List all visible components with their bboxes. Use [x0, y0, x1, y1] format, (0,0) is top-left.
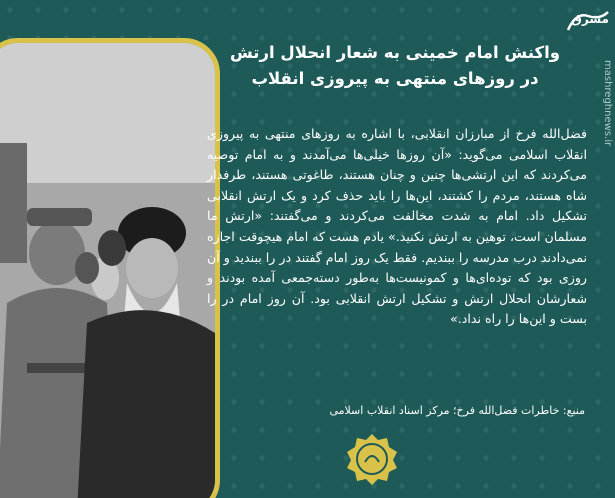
historical-photo [0, 43, 215, 498]
document-center-seal-icon [345, 432, 399, 486]
quote-body: فضل‌الله فرخ از مبارزان انقلابی، با اشاره به روزهای منتهی به پیروزی انقلاب اسلامی می‌گوید: «آن روزها خیلی‌ها می‌آمدند و به امام توصیه می‌کردند که این ارتشی‌ها چنین و چنان هستند، طاغوتی هستند، طرفدار شاه هستند، مردم را کشتند، این‌ها را باید حذف کرد و یک ارتش انقلابی تشکیل داد. امام به شدت مخالفت می‌کردند و می‌گفتند: «ارتش ما مسلمان است، توهین به ارتش نکنید.» یادم هست که امام هیچوقت اجازه نمی‌دادند درب مدرسه را ببندیم. فقط یک روز امام گفتند در را ببندید و آن روزی بود که توده‌ای‌ها و کمونیست‌ها به‌طور دسته‌جمعی آمده بودند و شعارشان انحلال ارتش و تشکیل ارتش انقلابی بود. آن روز امام در را بست و این‌ها را راه نداد.» [207, 126, 587, 327]
site-watermark: mashreghnews.ir [602, 60, 613, 147]
title-line-1: واکنش امام خمینی به شعار انحلال ارتش [229, 43, 560, 62]
page-title [205, 40, 585, 92]
logo-text: مشرق [571, 12, 609, 26]
photo-frame [0, 38, 220, 498]
title-line-2: در روزهای منتهی به پیروزی انقلاب [251, 69, 539, 88]
source-caption: منبع: خاطرات فضل‌الله فرخ؛ مرکز اسناد انقلاب اسلامی [329, 404, 585, 417]
